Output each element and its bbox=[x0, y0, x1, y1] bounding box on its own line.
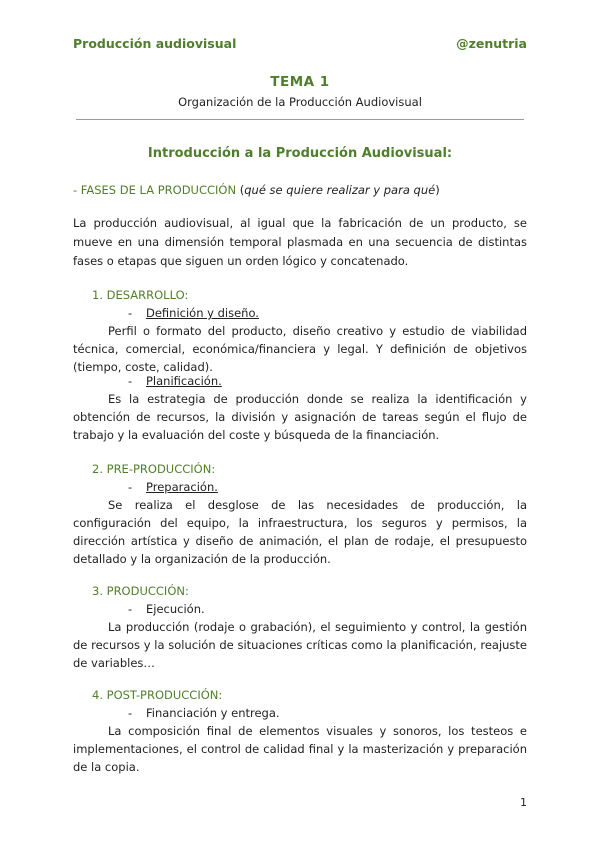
subphase-definicion bbox=[128, 306, 259, 320]
subphase-text: La composición final de elementos visuales y sonoros, los testeos e implementaciones, el control de calidad final y la masterización y preparación de la copia. bbox=[73, 724, 527, 774]
subphase-text: Es la estrategia de producción donde se realiza la identificación y obtención de recursos, la división y asignación de tareas según el flujo de trabajo y la evaluación del coste y búsqueda de la financiación. bbox=[73, 392, 527, 442]
subphase-financiacion bbox=[128, 706, 280, 720]
subphase-dash: - bbox=[128, 480, 133, 494]
subphase-dash: - bbox=[128, 706, 133, 720]
subphase-title: Planificación. bbox=[146, 374, 222, 388]
subphase-title: Ejecución. bbox=[146, 602, 205, 616]
fases-open-paren: ( bbox=[239, 183, 245, 197]
subphase-text: La producción (rodaje o grabación), el seguimiento y control, la gestión de recursos y la solución de situaciones críticas como la planificación, reajuste de variables… bbox=[73, 620, 527, 670]
fases-note: qué se quiere realizar y para qué bbox=[244, 183, 436, 197]
subphase-title: Definición y diseño. bbox=[146, 306, 259, 320]
subphase-ejecucion bbox=[128, 602, 205, 616]
subphase-text: Perfil o formato del producto, diseño creativo y estudio de viabilidad técnica, comercial, económica/financiera y legal. Y definición de objetivos (tiempo, coste, calidad). bbox=[73, 324, 527, 374]
subphase-dash: - bbox=[128, 602, 133, 616]
fases-heading bbox=[73, 183, 440, 197]
title-divider bbox=[76, 119, 524, 120]
tema-subtitle: Organización de la Producción Audiovisual bbox=[178, 95, 422, 109]
subphase-dash: - bbox=[128, 374, 133, 388]
phase-desarrollo: 1. DESARROLLO: bbox=[92, 288, 189, 302]
phase-preproduccion: 2. PRE-PRODUCCIÓN: bbox=[92, 462, 216, 476]
phase-produccion: 3. PRODUCCIÓN: bbox=[92, 584, 189, 598]
subphase-preparacion bbox=[128, 480, 218, 494]
phase-postproduccion: 4. POST-PRODUCCIÓN: bbox=[92, 688, 223, 702]
subphase-dash: - bbox=[128, 306, 133, 320]
subphase-text: Se realiza el desglose de las necesidades de producción, la configuración del equipo, la infraestructura, los seguros y permisos, la dirección artística y diseño de animación, el plan de rodaje, el presupuesto detallado y la organización de la producción. bbox=[73, 498, 527, 566]
subphase-title: Financiación y entrega. bbox=[146, 706, 280, 720]
header-author-handle: @zenutria bbox=[456, 36, 527, 51]
header-course-title: Producción audiovisual bbox=[73, 36, 237, 51]
intro-paragraph: La producción audiovisual, al igual que la fabricación de un producto, se mueve en una dimensión temporal plasmada en una secuencia de distintas fases o etapas que siguen un orden lógico y concatenado. bbox=[73, 216, 527, 268]
section-title: Introducción a la Producción Audiovisual: bbox=[147, 146, 453, 161]
page-number: 1 bbox=[520, 796, 527, 809]
tema-heading: TEMA 1 bbox=[270, 74, 330, 90]
fases-close-paren: ) bbox=[435, 183, 440, 197]
fases-label: - FASES DE LA PRODUCCIÓN bbox=[73, 183, 237, 197]
subphase-planificacion bbox=[128, 374, 222, 388]
subphase-title: Preparación. bbox=[146, 480, 218, 494]
